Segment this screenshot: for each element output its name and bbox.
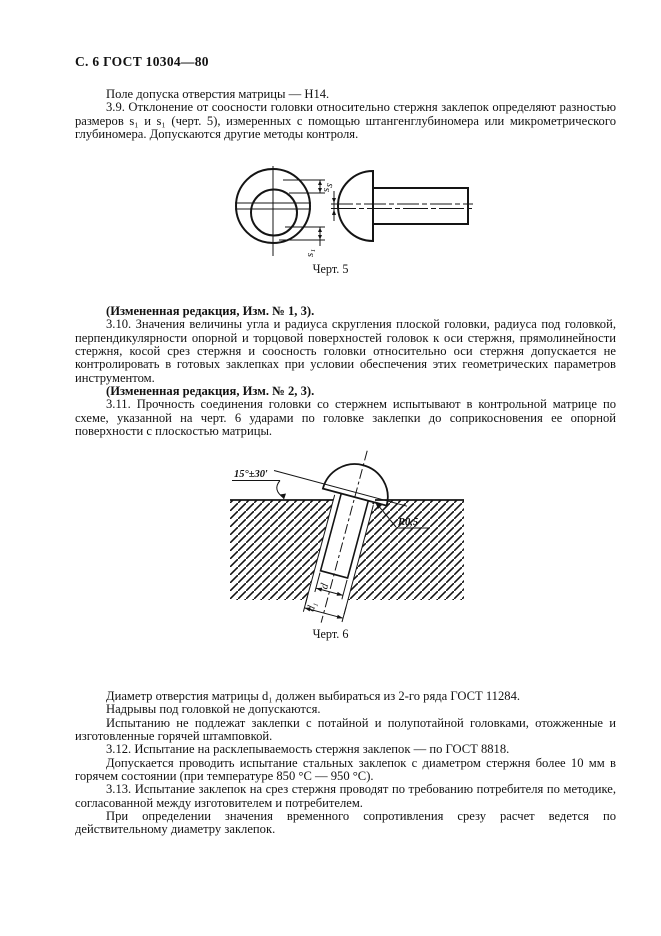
section-3-9 bbox=[75, 88, 616, 141]
figure-6-caption: Черт. 6 bbox=[312, 627, 349, 641]
dim-label-d: d bbox=[318, 582, 332, 591]
figure-5-drawing bbox=[233, 164, 483, 260]
paragraph-exempt: Испытанию не подлежат заклепки с потайной и полупотайной головками, отожженные и изготовленные горячей штамповкой. bbox=[75, 715, 616, 744]
shank-circle bbox=[251, 190, 297, 236]
dim-label-s1: s₁ bbox=[304, 248, 316, 258]
paragraph-tolerance: Поле допуска отверстия матрицы — Н14. bbox=[106, 87, 330, 101]
figure-5-caption: Черт. 5 bbox=[312, 262, 349, 276]
paragraph-revision-1: (Измененная редакция, Изм. № 1, 3). bbox=[106, 304, 315, 318]
paragraph-hot-test: Допускается проводить испытание стальных заклепок с диаметром стержня более 10 мм в горячем состоянии (при температуре 850 °С — 950 °С). bbox=[75, 755, 616, 784]
arrow-up-icon bbox=[318, 181, 322, 186]
section-3-12-3-13 bbox=[75, 690, 616, 837]
rivet-shank-side bbox=[373, 188, 468, 224]
paragraph-3-12: 3.12. Испытание на расклепываемость стержня заклепок — по ГОСТ 8818. bbox=[106, 742, 510, 757]
paragraph-3-10: 3.10. Значения величины угла и радиуса скругления плоской головки, радиуса под головкой, перпендикулярности опорной и торцовой поверхностей головок к оси стержня, прямолинейности стержня, косой срез стержня и соосность головки относительно оси стержня допускается не контролировать в готовых заклепках при условии обеспечения этих геометрических параметров инструментом. bbox=[75, 317, 616, 385]
section-3-10-3-11 bbox=[75, 305, 616, 438]
figure-5 bbox=[233, 164, 483, 260]
dim-label-s-side: s bbox=[322, 181, 336, 189]
dim-label-d1: d₁ bbox=[304, 600, 319, 613]
figure-6-drawing bbox=[222, 455, 472, 635]
paragraph-revision-2: (Измененная редакция, Изм. № 2, 3). bbox=[106, 384, 315, 399]
paragraph-tears: Надрывы под головкой не допускаются. bbox=[106, 702, 321, 717]
arrow-up-icon bbox=[318, 228, 322, 233]
arrow-down-icon bbox=[332, 198, 336, 203]
paragraph-3-9: 3.9. Отклонение от соосности головки относительно стержня заклепок определяют разностью размеров s₁ и s₁ (черт. 5), измеренных с помощью штангенглубиномера или микрометрического глубиномера. Допускаются другие методы контроля. bbox=[75, 100, 616, 142]
paragraph-shear: При определении значения временного сопротивления срезу расчет ведется по действительному диаметру заклепок. bbox=[75, 809, 616, 837]
arrow-down-icon bbox=[280, 494, 286, 500]
paragraph-3-13: 3.13. Испытание заклепок на срез стержня проводят по требованию потребителя по методике, согласованной между изготовителем и потребителем. bbox=[75, 782, 616, 810]
figure-6 bbox=[222, 455, 472, 635]
radius-label: R0,5 bbox=[398, 517, 419, 528]
angle-label: 15°±30′ bbox=[234, 469, 268, 480]
arrow-up-icon bbox=[332, 210, 336, 216]
paragraph-matrix-diameter: Диаметр отверстия матрицы d₁ должен выбираться из 2-го ряда ГОСТ 11284. bbox=[106, 689, 521, 703]
rivet-head-side bbox=[338, 171, 373, 241]
arrow-down-icon bbox=[318, 235, 322, 240]
paragraph-3-11: 3.11. Прочность соединения головки со стержнем испытывают в контрольной матрице по схеме, указанной на черт. 6 ударами по головке заклепки до соприкосновения ее опорной поверхности с плоскостью матрицы. bbox=[75, 397, 616, 439]
page-header: С. 6 ГОСТ 10304—80 bbox=[75, 54, 209, 69]
dim-label-s: s bbox=[320, 187, 332, 193]
